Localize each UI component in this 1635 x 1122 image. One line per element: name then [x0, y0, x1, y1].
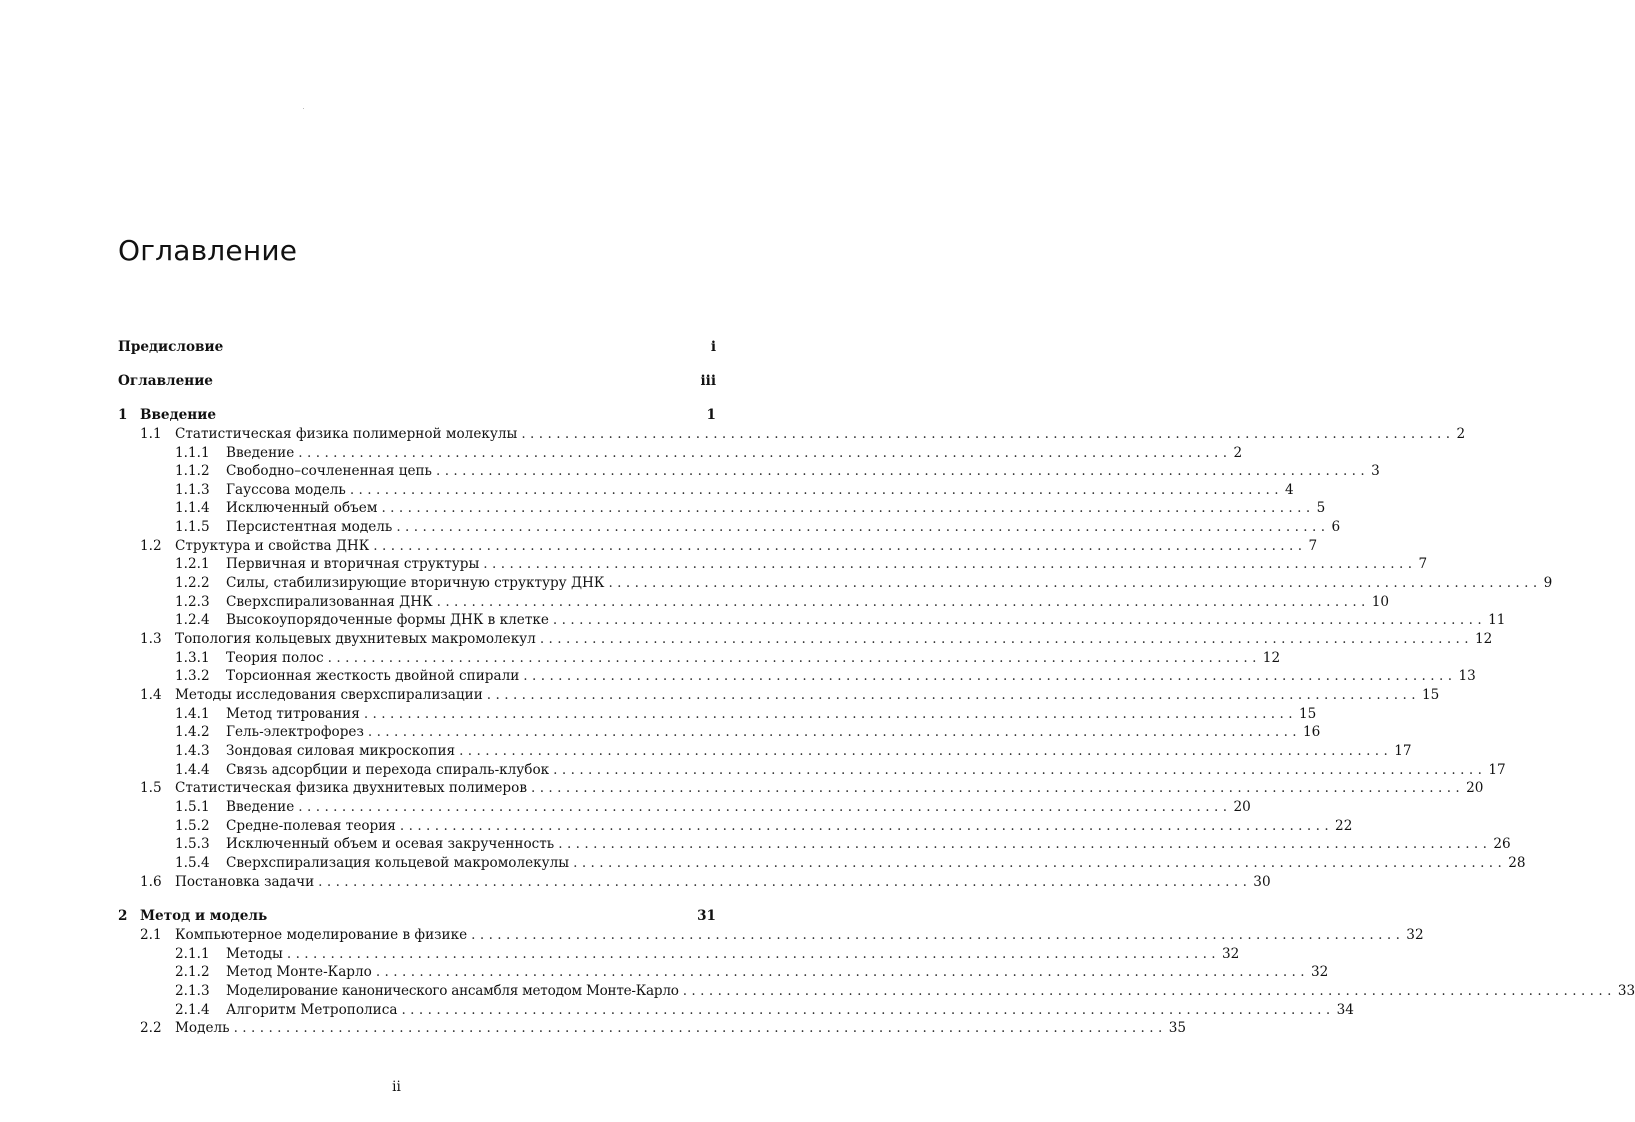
toc-entry-number: 1.4.4 — [175, 762, 210, 778]
toc-entry-number: 1.3 — [140, 631, 162, 647]
toc-entry-page: 33 — [1617, 983, 1635, 999]
toc-leader: ........................................................................................................... — [401, 1002, 1335, 1018]
toc-subsection-1-2-3[interactable] — [175, 593, 1390, 611]
toc-subsection-1-1-4[interactable] — [175, 499, 1326, 517]
toc-chapter-1[interactable] — [118, 406, 716, 424]
toc-entry-number: 1.3.1 — [175, 650, 210, 666]
toc-entry-number: 1.5 — [140, 780, 162, 796]
toc-entry-page: 2 — [1456, 426, 1466, 442]
toc-entry-title: Метод и модель — [140, 908, 268, 924]
toc-entry-title: Статистическая физика двухнитевых полимеров — [175, 780, 527, 796]
toc-section-1-1[interactable] — [140, 425, 1466, 443]
toc-entry-title: Исключенный объем и осевая закрученность — [226, 836, 555, 852]
toc-entry-page: i — [710, 339, 716, 355]
toc-leader: ........................................................................................................... — [523, 668, 1457, 684]
toc-entry-contents[interactable] — [118, 372, 716, 390]
toc-entry-number: 1.4 — [140, 687, 162, 703]
toc-entry-page: 20 — [1466, 780, 1484, 796]
toc-entry-title: Торсионная жесткость двойной спирали — [226, 668, 520, 684]
toc-subsection-1-3-1[interactable] — [175, 649, 1281, 667]
toc-leader: ........................................................................................................... — [539, 631, 1473, 647]
toc-entry-page: 4 — [1284, 482, 1294, 498]
toc-entry-number: 1.4.1 — [175, 706, 210, 722]
toc-entry-number: 1.2 — [140, 538, 162, 554]
toc-entry-title: Введение — [140, 407, 216, 423]
toc-entry-number: 1.2.1 — [175, 556, 210, 572]
toc-subsection-2-1-1[interactable] — [175, 945, 1240, 963]
toc-leader: ........................................................................................................... — [608, 575, 1542, 591]
toc-entry-number: 1.1.2 — [175, 463, 210, 479]
toc-leader: ........................................................................................................... — [459, 743, 1393, 759]
page-number: ii — [392, 1079, 401, 1095]
toc-subsection-2-1-4[interactable] — [175, 1001, 1354, 1019]
toc-leader: ........................................................................................................... — [298, 445, 1232, 461]
toc-entry-title: Моделирование канонического ансамбля методом Монте-Карло — [226, 983, 679, 999]
toc-entry-number: 1.4.2 — [175, 724, 210, 740]
toc-entry-number: 1.2.4 — [175, 612, 210, 628]
page-title: Оглавление — [118, 234, 298, 267]
toc-subsection-2-1-3[interactable] — [175, 982, 1635, 1000]
toc-entry-title: Компьютерное моделирование в физике — [175, 927, 468, 943]
toc-entry-title: Предисловие — [118, 339, 224, 355]
toc-subsection-1-5-4[interactable] — [175, 854, 1526, 872]
toc-subsection-1-3-2[interactable] — [175, 667, 1476, 685]
toc-entry-title: Введение — [226, 445, 295, 461]
toc-leader: ........................................................................................................... — [682, 983, 1616, 999]
toc-entry-number: 1.1.4 — [175, 500, 210, 516]
toc-entry-title: Алгоритм Метрополиса — [226, 1002, 398, 1018]
toc-section-1-5[interactable] — [140, 779, 1484, 797]
toc-entry-title: Сверхспирализованная ДНК — [226, 594, 433, 610]
toc-entry-page: 34 — [1336, 1002, 1354, 1018]
toc-entry-page: 31 — [697, 908, 716, 924]
toc-leader: ........................................................................................................... — [318, 874, 1252, 890]
toc-subsection-1-5-3[interactable] — [175, 835, 1511, 853]
toc-leader: ........................................................................................................... — [573, 855, 1507, 871]
toc-entry-page: 11 — [1488, 612, 1506, 628]
toc-section-2-2[interactable] — [140, 1019, 1187, 1037]
toc-subsection-1-4-4[interactable] — [175, 761, 1506, 779]
toc-entry-page: 5 — [1316, 500, 1326, 516]
toc-leader: ........................................................................................................... — [553, 762, 1487, 778]
toc-subsection-1-2-4[interactable] — [175, 611, 1506, 629]
toc-entry-page: 30 — [1253, 874, 1271, 890]
toc-leader: ........................................................................................................... — [435, 463, 1370, 479]
toc-chapter-2[interactable] — [118, 907, 716, 925]
toc-entry-title: Оглавление — [118, 373, 213, 389]
toc-entry-number: 1.6 — [140, 874, 162, 890]
toc-entry-page: 17 — [1488, 762, 1506, 778]
toc-entry-page: 20 — [1233, 799, 1251, 815]
toc-leader: ........................................................................................................... — [233, 1020, 1167, 1036]
toc-entry-title: Структура и свойства ДНК — [175, 538, 370, 554]
toc-entry-page: 32 — [1310, 964, 1329, 980]
toc-entry-page: 2 — [1233, 445, 1243, 461]
toc-entry-page: 12 — [1262, 650, 1281, 666]
toc-subsection-1-5-1[interactable] — [175, 798, 1251, 816]
toc-entry-page: 15 — [1298, 706, 1317, 722]
toc-entry-title: Силы, стабилизирующие вторичную структуру ДНК — [226, 575, 605, 591]
toc-subsection-1-4-1[interactable] — [175, 705, 1317, 723]
toc-entry-title: Методы — [226, 946, 283, 962]
toc-entry-number: 1.2.2 — [175, 575, 210, 591]
toc-section-1-4[interactable] — [140, 686, 1440, 704]
toc-entry-number: 2.1 — [140, 927, 162, 943]
toc-entry-number: 1.1.1 — [175, 445, 210, 461]
toc-entry-title: Методы исследования сверхспирализации — [175, 687, 483, 703]
toc-entry-number: 1.5.4 — [175, 855, 210, 871]
toc-entry-title: Зондовая силовая микроскопия — [226, 743, 456, 759]
toc-entry-page: 10 — [1371, 594, 1390, 610]
toc-entry-page: 26 — [1493, 836, 1511, 852]
toc-entry-title: Метод титрования — [226, 706, 360, 722]
toc-section-1-6[interactable] — [140, 873, 1271, 891]
toc-leader: ........................................................................................................... — [349, 482, 1283, 498]
toc-leader: ........................................................................................................... — [375, 964, 1309, 980]
toc-entry-number: 1.1.5 — [175, 519, 210, 535]
toc-entry-page: 32 — [1406, 927, 1424, 943]
toc-leader: ........................................................................................................... — [558, 836, 1492, 852]
toc-entry-title: Метод Монте-Карло — [226, 964, 372, 980]
toc-section-1-2[interactable] — [140, 537, 1318, 555]
toc-entry-page: 17 — [1394, 743, 1412, 759]
toc-entry-page: 12 — [1474, 631, 1493, 647]
toc-subsection-1-4-3[interactable] — [175, 742, 1412, 760]
toc-leader: ........................................................................................................... — [298, 799, 1232, 815]
toc-entry-page: 32 — [1222, 946, 1240, 962]
toc-entry-title: Первичная и вторичная структуры — [226, 556, 480, 572]
toc-entry-title: Постановка задачи — [175, 874, 315, 890]
toc-entry-title: Модель — [175, 1020, 230, 1036]
toc-entry-title: Высокоупорядоченные формы ДНК в клетке — [226, 612, 549, 628]
toc-entry-page: 22 — [1335, 818, 1353, 834]
toc-leader: ........................................................................................................... — [399, 818, 1334, 834]
toc-entry-title: Гель-электрофорез — [226, 724, 364, 740]
toc-entry-title: Свободно–сочлененная цепь — [226, 463, 432, 479]
toc-entry-preface[interactable] — [118, 338, 716, 356]
toc-entry-title: Средне-полевая теория — [226, 818, 396, 834]
toc-entry-title: Статистическая физика полимерной молекулы — [175, 426, 518, 442]
toc-entry-page: 7 — [1308, 538, 1318, 554]
toc-entry-number: 1.1 — [140, 426, 162, 442]
toc-entry-page: 35 — [1168, 1020, 1187, 1036]
toc-leader: ........................................................................................................... — [327, 650, 1261, 666]
toc-leader: ........................................................................................................... — [367, 724, 1302, 740]
toc-leader: ........................................................................................................... — [552, 612, 1487, 628]
toc-leader: ........................................................................................................... — [373, 538, 1307, 554]
toc-subsection-2-1-2[interactable] — [175, 963, 1329, 981]
toc-entry-title: Персистентная модель — [226, 519, 393, 535]
toc-leader: ........................................................................................................... — [530, 780, 1465, 796]
toc-entry-number: 2.1.3 — [175, 983, 210, 999]
toc-entry-title: Теория полос — [226, 650, 324, 666]
toc-leader: ........................................................................................................... — [363, 706, 1297, 722]
toc-entry-page: 9 — [1543, 575, 1553, 591]
toc-entry-page: 3 — [1371, 463, 1380, 479]
toc-entry-number: 2.2 — [140, 1020, 162, 1036]
toc-entry-number: 1.3.2 — [175, 668, 210, 684]
toc-entry-number: 1.2.3 — [175, 594, 210, 610]
toc-entry-number: 1.1.3 — [175, 482, 210, 498]
toc-entry-number: 2.1.1 — [175, 946, 210, 962]
toc-leader: ........................................................................................................... — [381, 500, 1315, 516]
toc-entry-page: 13 — [1458, 668, 1476, 684]
toc-leader: ........................................................................................................... — [483, 556, 1417, 572]
toc-leader: ........................................................................................................... — [471, 927, 1405, 943]
toc-subsection-1-1-3[interactable] — [175, 481, 1294, 499]
toc-entry-page: 6 — [1331, 519, 1341, 535]
toc-leader: ........................................................................................................... — [521, 426, 1455, 442]
toc-subsection-1-5-2[interactable] — [175, 817, 1353, 835]
toc-entry-number: 2 — [118, 908, 128, 924]
toc-subsection-1-1-1[interactable] — [175, 444, 1243, 462]
toc-entry-title: Введение — [226, 799, 295, 815]
scan-speck — [303, 108, 304, 109]
toc-entry-number: 2.1.2 — [175, 964, 210, 980]
toc-entry-number: 1 — [118, 407, 128, 423]
toc-leader: ........................................................................................................... — [286, 946, 1221, 962]
toc-entry-title: Сверхспирализация кольцевой макромолекулы — [226, 855, 570, 871]
toc-entry-number: 1.5.1 — [175, 799, 210, 815]
toc-entry-page: 1 — [706, 407, 716, 423]
toc-entry-page: 7 — [1418, 556, 1428, 572]
toc-leader: ........................................................................................................... — [396, 519, 1330, 535]
toc-subsection-1-1-2[interactable] — [175, 462, 1380, 480]
toc-entry-number: 1.5.2 — [175, 818, 210, 834]
toc-entry-title: Гауссова модель — [226, 482, 346, 498]
toc-entry-page: 16 — [1303, 724, 1321, 740]
toc-section-1-3[interactable] — [140, 630, 1493, 648]
toc-subsection-1-2-1[interactable] — [175, 555, 1428, 573]
toc-entry-number: 1.4.3 — [175, 743, 210, 759]
toc-entry-page: iii — [700, 373, 716, 389]
toc-entry-title: Связь адсорбции и перехода спираль-клубок — [226, 762, 550, 778]
toc-entry-page: 15 — [1421, 687, 1440, 703]
toc-entry-title: Топология кольцевых двухнитевых макромолекул — [175, 631, 536, 647]
toc-subsection-1-1-5[interactable] — [175, 518, 1341, 536]
toc-section-2-1[interactable] — [140, 926, 1424, 944]
toc-leader: ........................................................................................................... — [436, 594, 1370, 610]
toc-entry-number: 2.1.4 — [175, 1002, 210, 1018]
toc-entry-title: Исключенный объем — [226, 500, 378, 516]
toc-leader: ........................................................................................................... — [486, 687, 1420, 703]
toc-subsection-1-2-2[interactable] — [175, 574, 1553, 592]
toc-entry-number: 1.5.3 — [175, 836, 210, 852]
toc-subsection-1-4-2[interactable] — [175, 723, 1321, 741]
toc-entry-page: 28 — [1508, 855, 1526, 871]
